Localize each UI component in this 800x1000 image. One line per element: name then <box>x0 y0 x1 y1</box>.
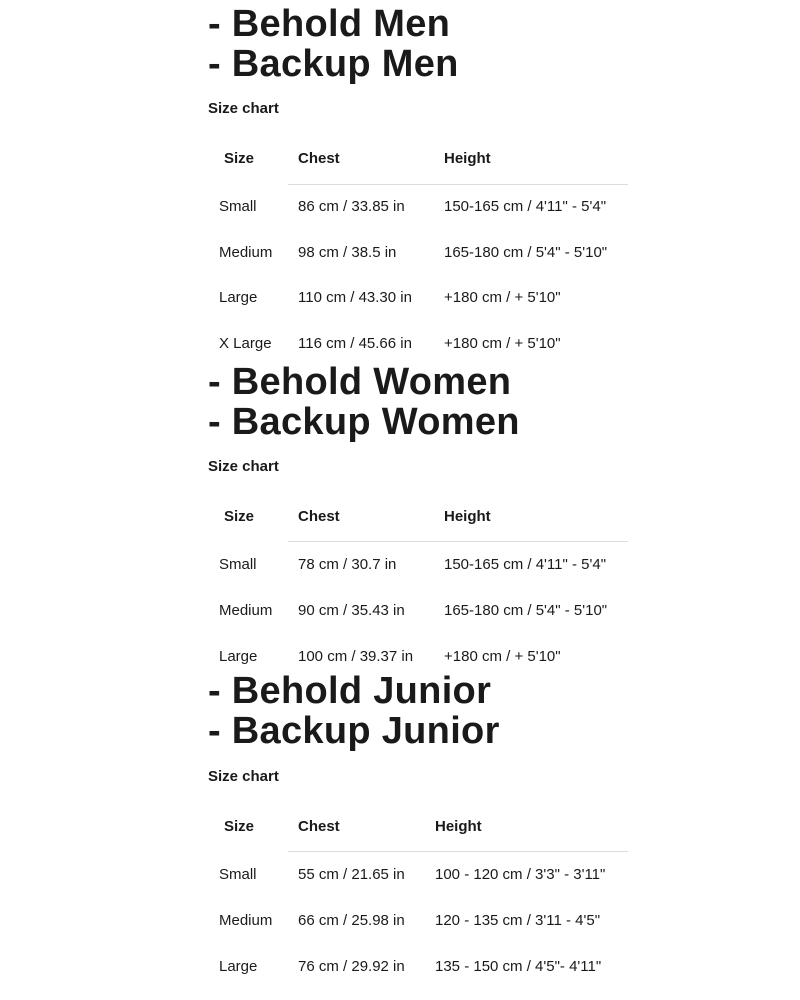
cell-chest: 116 cm / 45.66 in <box>298 335 412 352</box>
table-row <box>208 602 628 622</box>
size-section-junior <box>208 671 638 1000</box>
header-height: Height <box>444 150 491 167</box>
cell-height: 165-180 cm / 5'4" - 5'10" <box>444 602 608 619</box>
cell-size: Medium <box>219 244 273 261</box>
title-line-behold: - Behold Men <box>208 3 451 45</box>
cell-height: 120 - 135 cm / 3'11 - 4'5" <box>435 912 601 929</box>
cell-size: Large <box>219 289 258 306</box>
section-title <box>208 4 638 84</box>
cell-height: 150-165 cm / 4'11" - 5'4" <box>444 198 607 215</box>
cell-size: Large <box>219 648 258 665</box>
cell-chest: 55 cm / 21.65 in <box>298 866 405 883</box>
cell-size: Large <box>219 958 258 975</box>
table-row <box>208 244 628 264</box>
cell-chest: 90 cm / 35.43 in <box>298 602 405 619</box>
header-divider <box>288 541 628 542</box>
section-title <box>208 362 638 442</box>
table-row <box>208 866 628 886</box>
header-height: Height <box>435 818 482 835</box>
table-row <box>208 958 628 978</box>
title-line-behold: - Behold Women <box>208 361 512 403</box>
cell-chest: 86 cm / 33.85 in <box>298 198 405 215</box>
size-chart-label: Size chart <box>208 458 279 475</box>
cell-height: 135 - 150 cm / 4'5"- 4'11" <box>435 958 602 975</box>
cell-height: +180 cm / + 5'10" <box>444 289 561 306</box>
cell-chest: 78 cm / 30.7 in <box>298 556 397 573</box>
header-chest: Chest <box>298 818 340 835</box>
cell-size: Medium <box>219 602 273 619</box>
cell-size: Medium <box>219 912 273 929</box>
size-section-women <box>208 362 638 672</box>
cell-size: Small <box>219 556 257 573</box>
header-size: Size <box>224 818 255 835</box>
title-line-backup: - Backup Junior <box>208 710 500 752</box>
cell-height: +180 cm / + 5'10" <box>444 335 561 352</box>
header-chest: Chest <box>298 150 340 167</box>
cell-height: 100 - 120 cm / 3'3" - 3'11" <box>435 866 606 883</box>
size-chart-label: Size chart <box>208 768 279 785</box>
cell-size: X Large <box>219 335 272 352</box>
table-row <box>208 198 628 218</box>
cell-chest: 100 cm / 39.37 in <box>298 648 414 665</box>
table-row <box>208 335 628 355</box>
header-divider <box>288 851 628 852</box>
table-row <box>208 289 628 309</box>
size-chart-label: Size chart <box>208 100 279 117</box>
header-height: Height <box>444 508 491 525</box>
cell-height: 150-165 cm / 4'11" - 5'4" <box>444 556 607 573</box>
title-line-backup: - Backup Men <box>208 43 459 85</box>
header-divider <box>288 184 628 185</box>
section-title <box>208 671 638 751</box>
cell-chest: 110 cm / 43.30 in <box>298 289 412 306</box>
table-row <box>208 912 628 932</box>
cell-size: Small <box>219 198 257 215</box>
cell-size: Small <box>219 866 257 883</box>
size-section-men <box>208 4 638 364</box>
header-size: Size <box>224 508 255 525</box>
cell-chest: 98 cm / 38.5 in <box>298 244 397 261</box>
cell-chest: 76 cm / 29.92 in <box>298 958 405 975</box>
header-chest: Chest <box>298 508 340 525</box>
cell-height: +180 cm / + 5'10" <box>444 648 561 665</box>
table-row <box>208 556 628 576</box>
table-row <box>208 648 628 668</box>
cell-height: 165-180 cm / 5'4" - 5'10" <box>444 244 608 261</box>
header-size: Size <box>224 150 255 167</box>
title-line-backup: - Backup Women <box>208 401 520 443</box>
title-line-behold: - Behold Junior <box>208 670 492 712</box>
cell-chest: 66 cm / 25.98 in <box>298 912 405 929</box>
